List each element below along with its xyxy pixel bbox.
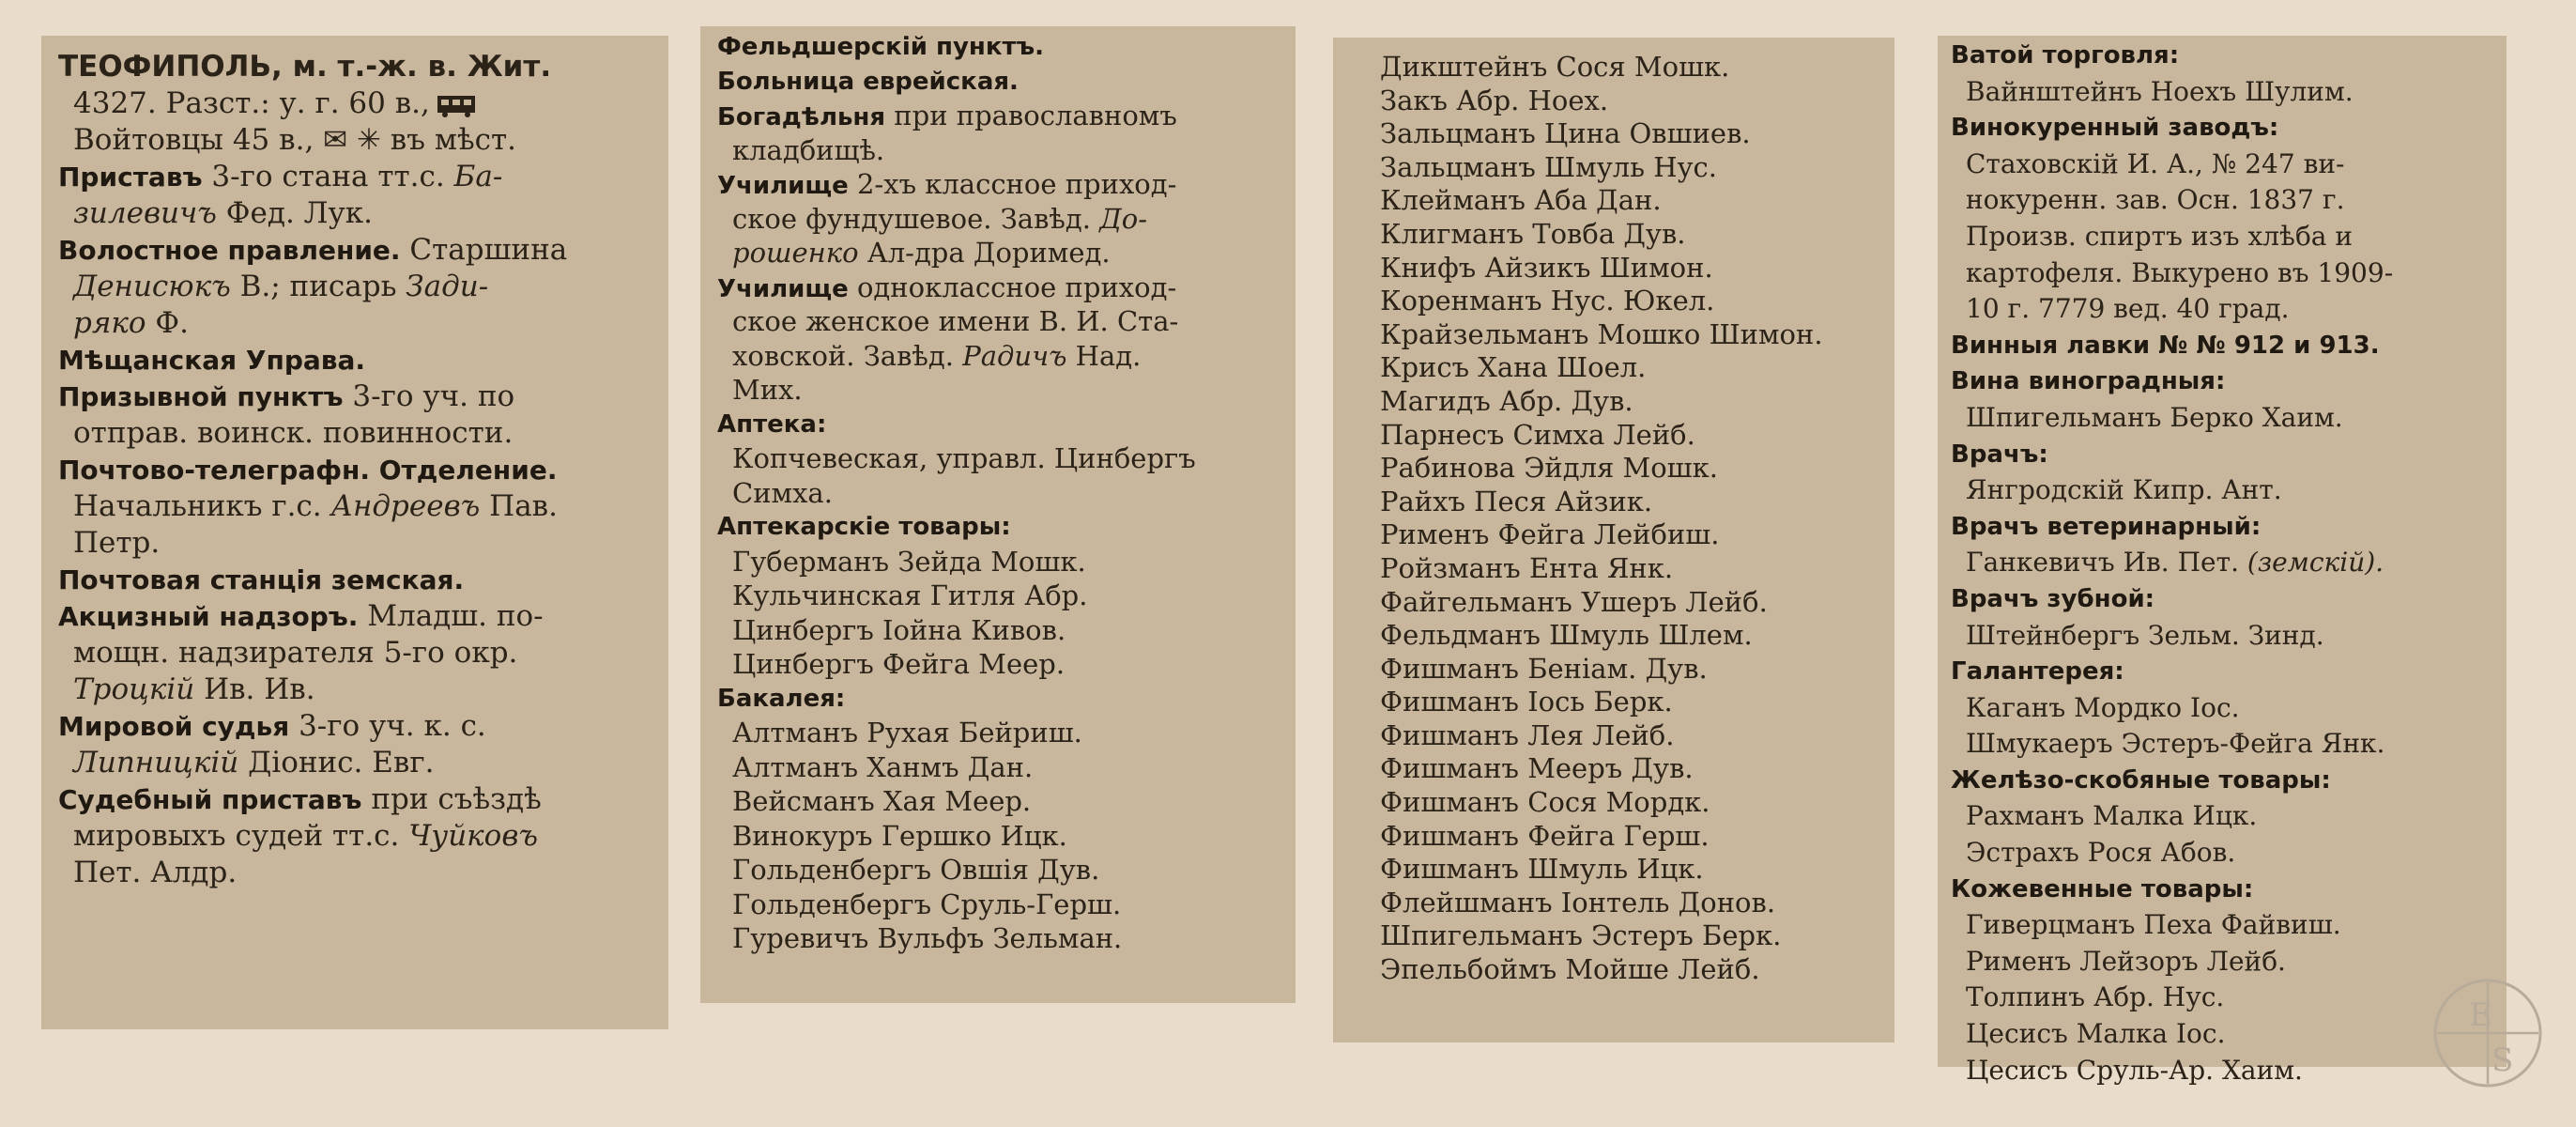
entry-line: Губерманъ Зейда Мошк. <box>732 545 1086 578</box>
section-heading: Винокуренный заводъ: <box>1951 114 2279 143</box>
entry-line: Цесисъ Малка Іос. <box>1966 1018 2226 1050</box>
entry-line: Файгельманъ Ушеръ Лейб. <box>1380 585 1768 618</box>
entry-line: мировыхъ судей тт.с. Чуйковъ <box>73 819 539 853</box>
railway-station-icon <box>436 92 477 118</box>
entry-line: Рименъ Лейзоръ Лейб. <box>1966 945 2286 977</box>
entry-line: Мировой судья 3-го уч. к. с. <box>58 709 486 743</box>
entry-line: Акцизный надзоръ. Младш. по- <box>58 599 544 633</box>
entry-line: Клейманъ Аба Дан. <box>1380 184 1662 217</box>
entry-line: Янгродскій Кипр. Ант. <box>1966 474 2282 506</box>
entry-line: Вейсманъ Хая Меер. <box>732 785 1032 817</box>
entry-line: Кульчинская Гитля Абр. <box>732 579 1088 611</box>
entry-line: Пет. Алдр. <box>73 856 238 889</box>
entry-line: кладбищѣ. <box>732 133 885 166</box>
entry-line: Денисюкъ В.; писарь Зади- <box>73 270 489 303</box>
entry-line: Цинбергъ Фейга Меер. <box>732 648 1066 680</box>
section-heading: Больница еврейская. <box>717 67 1019 96</box>
entry-line: ское фундушевое. Завѣд. До- <box>732 202 1148 235</box>
entry-line: Симха. <box>732 476 833 509</box>
section-heading: Галантерея: <box>1951 657 2124 687</box>
section-heading: Врачъ: <box>1951 440 2048 469</box>
entry-line: Цесисъ Сруль-Ар. Хаим. <box>1966 1054 2303 1086</box>
section-heading: Фельдшерскій пунктъ. <box>717 33 1045 61</box>
section-heading: Врачъ зубной: <box>1951 584 2155 613</box>
entry-line: Шпигельманъ Эстеръ Берк. <box>1380 919 1782 952</box>
entry-line: ховской. Завѣд. Радичъ Над. <box>732 339 1142 372</box>
entry-line: Толпинъ Абр. Нус. <box>1966 981 2225 1013</box>
section-heading: Винныя лавки № № 912 и 913. <box>1951 331 2380 360</box>
entry-line: Эстрахъ Рося Абов. <box>1966 837 2236 869</box>
entry-line: Крисъ Хана Шоел. <box>1380 351 1647 384</box>
entry-line: Коренманъ Нус. Юкел. <box>1380 285 1715 317</box>
entry-line: Стаховскій И. А., № 247 ви- <box>1966 147 2345 179</box>
section-heading: Почтово-телеграфн. Отделение. <box>58 455 558 486</box>
directory-column-4 <box>1938 36 2507 1086</box>
entry-line: Произв. спиртъ изъ хлѣба и <box>1966 220 2354 252</box>
entry-line: Рабинова Эйдля Мошк. <box>1380 452 1718 485</box>
entry-line: Цинбергъ Іойна Кивов. <box>732 613 1066 646</box>
section-heading: Бакалея: <box>717 684 846 713</box>
entry-line: Книфъ Айзикъ Шимон. <box>1380 251 1713 284</box>
entry-line: Дикштейнъ Сося Мошк. <box>1380 51 1730 83</box>
section-heading: Врачъ ветеринарный: <box>1951 512 2262 541</box>
entry-line: Рахманъ Малка Ицк. <box>1966 800 2258 832</box>
svg-text:E: E <box>2469 996 2492 1034</box>
entry-line: Закъ Абр. Ноех. <box>1380 84 1609 116</box>
directory-column-3 <box>1333 38 1894 1042</box>
entry-line: 10 г. 7779 вед. 40 град. <box>1966 293 2290 325</box>
entry-line: Зальцманъ Шмуль Нус. <box>1380 150 1718 183</box>
section-heading: Аптекарскіе товары: <box>717 513 1011 541</box>
section-heading: Вина виноградныя: <box>1951 367 2226 396</box>
entry-line: Ганкевичъ Ив. Пет. (земскій). <box>1966 547 2384 579</box>
entry-line: Фишманъ Мееръ Дув. <box>1380 752 1694 785</box>
entry-line: Райхъ Песя Айзик. <box>1380 485 1653 517</box>
section-heading: Кожевенные товары: <box>1951 874 2254 903</box>
entry-line: мощн. надзирателя 5-го окр. <box>73 636 518 670</box>
svg-text:S: S <box>2492 1042 2514 1079</box>
entry-line: Фишманъ Іось Берк. <box>1380 686 1673 718</box>
entry-line: Крайзельманъ Мошко Шимон. <box>1380 317 1823 350</box>
entry-line: Магидъ Абр. Дув. <box>1380 384 1633 417</box>
entry-line: Училище 2-хъ классное приход- <box>717 168 1177 200</box>
entry-line: Эпельбоймъ Мойше Лейб. <box>1380 953 1760 986</box>
section-heading: Аптека: <box>717 409 827 439</box>
entry-line: Петр. <box>73 526 161 560</box>
entry-line: 4327. Разст.: у. г. 60 в., <box>58 85 659 122</box>
entry-line: Гольденбергъ Овшія Дув. <box>732 854 1100 886</box>
entry-line: Волостное правление. Старшина <box>58 233 568 267</box>
entry-line: Фельдманъ Шмуль Шлем. <box>1380 619 1753 652</box>
entry-line: Алтманъ Рухая Бейриш. <box>732 717 1082 749</box>
entry-line: картофеля. Выкурено въ 1909- <box>1966 256 2394 288</box>
entry-line: Винокуръ Гершко Ицк. <box>732 819 1067 852</box>
entry-line: Вайнштейнъ Ноехъ Шулим. <box>1966 75 2354 107</box>
entry-line: нокуренн. зав. Осн. 1837 г. <box>1966 184 2345 216</box>
entry-line: Призывной пунктъ 3-го уч. по <box>58 379 515 413</box>
entry-line: Гиверцманъ Пеха Файвиш. <box>1966 909 2341 941</box>
entry-line: Троцкій Ив. Ив. <box>73 672 315 706</box>
entry-line: рошенко Ал-дра Доримед. <box>732 237 1111 269</box>
entry-line: Фишманъ Беніам. Дув. <box>1380 652 1708 685</box>
entry-line: Алтманъ Ханмъ Дан. <box>732 750 1034 783</box>
entry-line: Училище одноклассное приход- <box>717 270 1177 303</box>
entry-line: Фишманъ Фейга Герш. <box>1380 819 1710 852</box>
entry-line: Гуревичъ Вульфъ Зельман. <box>732 922 1123 954</box>
entry-line: ское женское имени В. И. Ста- <box>732 305 1179 337</box>
section-heading: Мѣщанская Управа. <box>58 345 366 376</box>
entry-line: отправ. воинск. повинности. <box>73 416 514 450</box>
entry-line: Липницкій Діонис. Евг. <box>73 746 435 780</box>
entry-line: Каганъ Мордко Іос. <box>1966 691 2240 723</box>
entry-line: Копчевеская, управл. Цинбергъ <box>732 442 1196 474</box>
entry-line: Рименъ Фейга Лейбиш. <box>1380 518 1720 551</box>
directory-column-1 <box>41 36 668 1029</box>
entry-line: Фишманъ Шмуль Ицк. <box>1380 853 1704 886</box>
section-heading: Желѣзо-скобяные товары: <box>1951 765 2331 795</box>
entry-line: Шмукаеръ Эстеръ-Фейга Янк. <box>1966 728 2385 760</box>
directory-column-2 <box>700 26 1296 1003</box>
entry-line: зилевичъ Фед. Лук. <box>73 196 373 230</box>
entry-line: Судебный приставъ при съѣздѣ <box>58 782 542 816</box>
entry-line: Зальцманъ Цина Овшиев. <box>1380 117 1751 150</box>
entry-line: Войтовцы 45 в., ✉ ✳ въ мѣст. <box>73 123 517 157</box>
entry-line: ряко Ф. <box>73 306 189 340</box>
entry-line: Ройзманъ Ента Янк. <box>1380 551 1674 584</box>
entry-town-title: ТЕОФИПОЛЬ, м. т.-ж. в. Жит. <box>58 50 552 84</box>
entry-line: Штейнбергъ Зельм. Зинд. <box>1966 619 2324 651</box>
es-watermark-logo-icon <box>2431 977 2544 1089</box>
section-heading: Ватой торговля: <box>1951 41 2180 69</box>
entry-line: Фишманъ Лея Лейб. <box>1380 718 1675 751</box>
entry-line: Богадѣльня при православномъ <box>717 100 1177 131</box>
entry-line: Фишманъ Сося Мордк. <box>1380 786 1710 819</box>
entry-line: Начальникъ г.с. Андреевъ Пав. <box>73 489 558 523</box>
entry-line: Мих. <box>732 374 803 406</box>
entry-line: Клигманъ Товба Дув. <box>1380 217 1686 250</box>
section-heading: Почтовая станція земская. <box>58 564 465 595</box>
entry-line: Парнесъ Симха Лейб. <box>1380 418 1695 451</box>
entry-line: Гольденбергъ Сруль-Герш. <box>732 888 1122 920</box>
entry-line: Флейшманъ Іонтель Донов. <box>1380 886 1776 919</box>
entry-line: Шпигельманъ Берко Хаим. <box>1966 401 2343 433</box>
entry-line: Приставъ 3-го стана тт.с. Ба- <box>58 160 503 193</box>
